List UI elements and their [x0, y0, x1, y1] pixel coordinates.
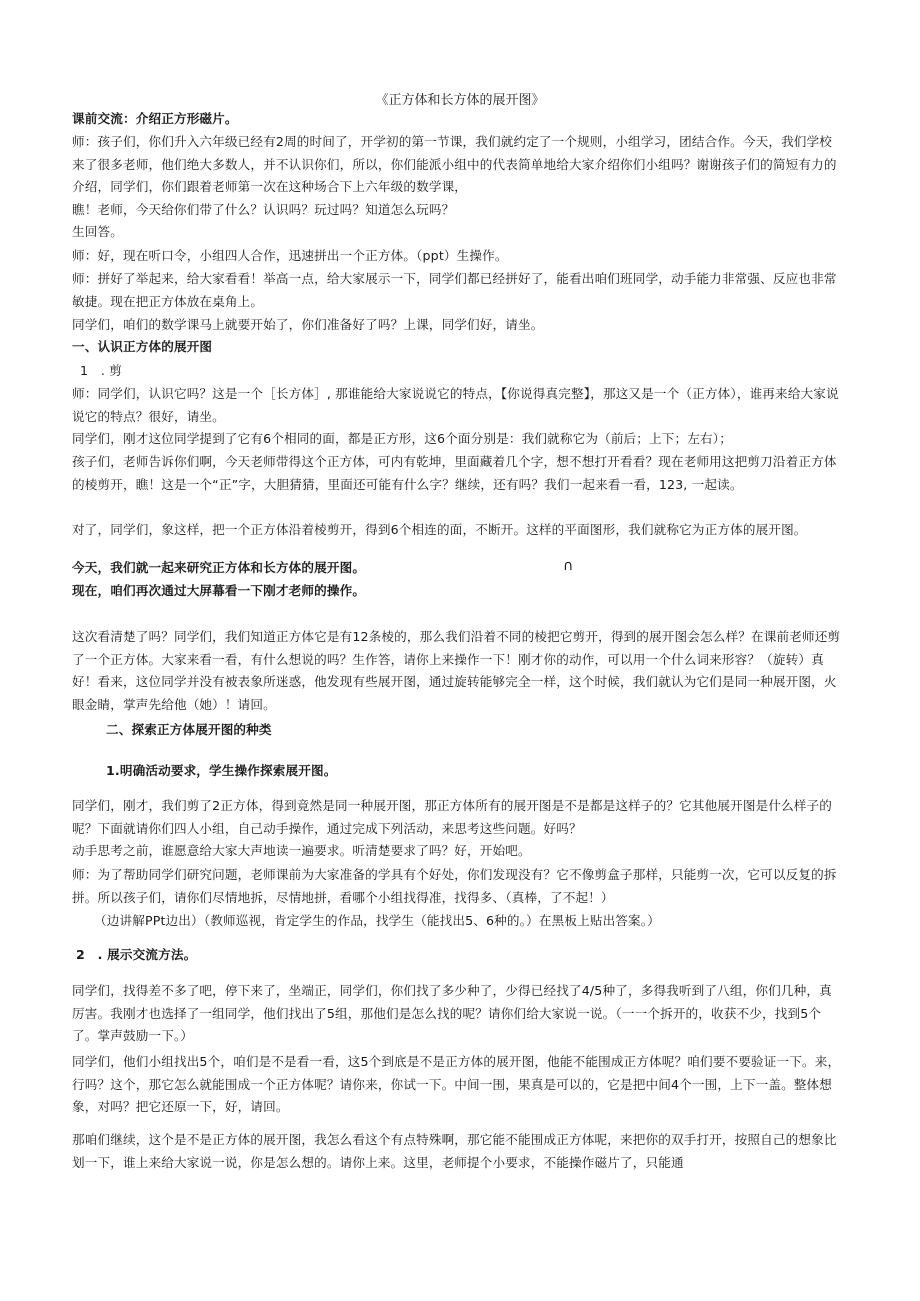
section-2-paragraph-7: 那咱们继续，这个是不是正方体的展开图，我怎么看这个有点特殊啊，那它能不能围成正方体呢，来把你的双手打开，按照自己的想象比划一下，谁上来给大家说一说，你是怎么想的。请你上来。这里，老师提个小要求，不能操作磁片了，只能通 — [72, 1132, 837, 1170]
section-2-paragraph-3: 师：为了帮助同学们研究问题，老师课前为大家准备的学具有个好处，你们发现没有？它不像剪盒子那样，只能剪一次，它可以反复的拆拼。所以孩子们，请你们尽情地拆，尽情地拼，看哪个小组找得准，找得多、（真棒，了不起！） — [72, 867, 837, 905]
section-1-sub: 1 . 剪 — [80, 363, 122, 378]
pre-class-heading: 课前交流：介绍正方形磁片。 — [72, 111, 238, 126]
section-2-sub-2: 2 . 展示交流方法。 — [76, 947, 197, 962]
section-2-heading: 二、探索正方体展开图的种类 — [106, 722, 272, 737]
section-1-bold-statement-2: 现在，咱们再次通过大屏幕看一下刚才老师的操作。 — [72, 583, 366, 598]
document-title: 《正方体和长方体的展开图》 — [375, 93, 545, 108]
section-1-paragraph-1: 师：同学们，认识它吗？这是一个［长方体］, 那谁能给大家说说它的特点，【你说得真完整】，那这又是一个（正方体），谁再来给大家说说它的特点？很好，请坐。 — [72, 386, 839, 424]
section-1-paragraph-3: 孩子们，老师告诉你们啊，今天老师带得这个正方体，可内有乾坤，里面藏着几个字，想不想打开看看？现在老师用这把剪刀沿着正方体的棱剪开，瞧！这是一个“正”字，大胆猜猜，里面还可能有什么字？继续，还有吗？我们一起来看一看，123, 一起读。 — [72, 454, 837, 492]
arch-symbol: ∩ — [563, 558, 574, 574]
pre-class-paragraph-6: 同学们，咱们的数学课马上就要开始了，你们准备好了吗？上课，同学们好，请坐。 — [72, 317, 544, 332]
section-2-sub-1: 1.明确活动要求，学生操作探索展开图。 — [106, 763, 337, 778]
section-1-paragraph-2: 同学们，刚才这位同学提到了它有6个相同的面，都是正方形，这6个面分别是：我们就称它为（前后；上下；左右）； — [72, 431, 732, 446]
section-2-paragraph-6: 同学们，他们小组找出5个，咱们是不是看一看，这5个到底是不是正方体的展开图，他能不能围成正方体呢？咱们要不要验证一下。来，行吗？这个，那它怎么就能围成一个正方体呢？请你来，你试一下。中间一围，果真是可以的，它是把中间4个一围，上下一盖。整体想象，对吗？把它还原一下，好，请回。 — [72, 1054, 841, 1114]
pre-class-paragraph-5: 师：拼好了举起来，给大家看看！举高一点，给大家展示一下，同学们都已经拼好了，能看出咱们班同学，动手能力非常强、反应也非常敏捷。现在把正方体放在桌角上。 — [72, 271, 837, 309]
pre-class-paragraph-2: 瞧！老师，今天给你们带了什么？认识吗？玩过吗？知道怎么玩吗？ — [72, 202, 455, 217]
section-1-heading: 一、认识正方体的展开图 — [72, 339, 213, 354]
pre-class-paragraph-4: 师：好，现在听口令，小组四人合作，迅速拼出一个正方体。（ppt）生操作。 — [72, 248, 508, 263]
section-2-paragraph-2: 动手思考之前，谁愿意给大家大声地读一遍要求。听清楚要求了吗？好，开始吧。 — [72, 843, 531, 858]
section-1-paragraph-5: 这次看清楚了吗？同学们，我们知道正方体它是有12条棱的，那么我们沿着不同的棱把它剪开，得到的展开图会怎么样？在课前老师还剪了一个正方体。大家来看一看，有什么想说的吗？生作答，请你上来操作一下！刚才你的动作，可以用一个什么词来形容？（旋转）真好！看来，这位同学并没有被表象所迷惑，他发现有些展开图，通过旋转能够完全一样，这个时候，我们就认为它们是同一种展开图，火眼金睛，掌声先给他（她）！请回。 — [72, 629, 841, 712]
section-2-paragraph-1: 同学们，刚才，我们剪了2正方体，得到竟然是同一种展开图，那正方体所有的展开图是不是都是这样子的？它其他展开图是什么样子的呢？下面就请你们四人小组，自己动手操作，通过完成下列活动，来思考这些问题。好吗？ — [72, 798, 833, 836]
section-2-paragraph-4: （边讲解PPt边出）（教师巡视，肯定学生的作品，找学生（能找出5、6种的。）在黑板上贴出答案。） — [94, 913, 660, 928]
section-2-paragraph-5: 同学们，找得差不多了吧，停下来了，坐端正，同学们，你们找了多少种了，少得已经找了4/5种了，多得我听到了八组，你们几种，真厉害。我刚才也选择了一组同学，他们找出了5组，那他们是怎么找的呢？请你们给大家说一说。（一一个拆开的，收获不少，找到5个了。掌声鼓励一下。） — [72, 983, 832, 1043]
section-1-paragraph-4: 对了，同学们，象这样，把一个正方体沿着棱剪开，得到6个相连的面，不断开。这样的平面图形，我们就称它为正方体的展开图。 — [72, 522, 807, 537]
pre-class-paragraph-3: 生回答。 — [72, 224, 123, 239]
section-1-bold-statement-1: 今天，我们就一起来研究正方体和长方体的展开图。 — [72, 560, 366, 575]
pre-class-paragraph-1: 师：孩子们，你们升入六年级已经有2周的时间了，开学初的第一节课，我们就约定了一个规则，小组学习，团结合作。今天，我们学校来了很多老师，他们绝大多数人，并不认识你们，所以，你们能派小组中的代表简单地给大家介绍你们小组吗？谢谢孩子们的简短有力的介绍，同学们，你们跟着老师第一次在这种场合下上六年级的数学课， — [72, 134, 837, 194]
